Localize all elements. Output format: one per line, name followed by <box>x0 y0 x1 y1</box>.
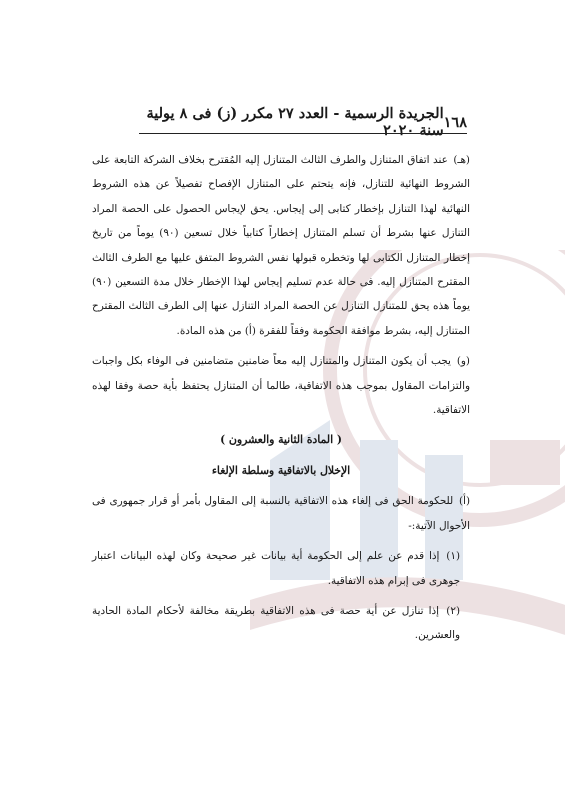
paragraph-h-text: عند اتفاق المتنازل والطرف الثالث المتنازل إليه المُقترح بخلاف الشركة التابعة على الشروط النهائية للتنازل، فإنه يتحتم على المتنازل الإفصاح تفصيلاً عن هذه الشروط النهائية لهذا التنازل بإخطار كتابى إلى إيجاس. يحق لإيجاس الحصول على الحصة المراد التنازل عنها بشرط أن تسلم المتنازل إخطاراً كتابياً خلال تسعين (٩٠) يوماً من تاريخ إخطار المتنازل الكتابى لها وتخطره قبولها نفس الشروط المتفق عليها مع الطرف الثالث المقترح المتنازل إليه. فى حالة عدم تسليم إيجاس لهذا الإخطار خلال مدة التسعين (٩٠) يوماً هذه يحق للمتنازل التنازل عن الحصة المراد التنازل عنها إلى الطرف الثالث المقترح المتنازل إليه، بشرط موافقة الحكومة وفقاً للفقرة (أ) من هذه المادة. <box>92 154 470 337</box>
article-number: ( المادة الثانية والعشرون ) <box>220 433 342 447</box>
clause-a-item-2-text: إذا تنازل عن أية حصة فى هذه الاتفاقية بطريقة مخالفة لأحكام المادة الحادية والعشرين. <box>92 604 460 642</box>
clause-a <box>92 489 470 538</box>
header-divider <box>139 133 467 134</box>
clause-a-item-1-label: (١) <box>446 550 461 563</box>
paragraph-h <box>92 148 470 343</box>
paragraph-w-text: يجب أن يكون المتنازل والمتنازل إليه معاً ضامنين متضامنين فى الوفاء بكل واجبات والتزامات المقاول بموجب هذه الاتفاقية، طالما أن المتنازل يحتفظ بأية حصة وفقا لهذه الاتفاقية. <box>92 355 470 417</box>
page-header <box>142 105 467 139</box>
paragraph-w-label: (و) <box>456 355 470 368</box>
clause-a-item-2 <box>92 599 470 648</box>
gazette-title: الجريدة الرسمية - العدد ٢٧ مكرر (ز) فى ٨ يولية سنة ٢٠٢٠ <box>146 105 444 139</box>
document-body <box>92 148 470 654</box>
clause-a-label: (أ) <box>459 495 470 508</box>
article-title: الإخلال بالاتفاقية وسلطة الإلغاء <box>211 463 351 477</box>
clause-a-item-2-label: (٢) <box>446 604 460 617</box>
paragraph-h-label: (هـ) <box>453 154 470 166</box>
paragraph-w <box>92 349 470 422</box>
clause-a-item-1 <box>92 544 470 593</box>
clause-a-text: للحكومة الحق فى إلغاء هذه الاتفاقية بالنسبة إلى المقاول بأمر أو قرار جمهورى فى الأحوال الآتية:- <box>92 495 470 532</box>
clause-a-item-1-text: إذا قدم عن علم إلى الحكومة أية بيانات غير صحيحة وكان لهذه البيانات اعتبار جوهرى فى إبرام هذه الاتفاقية. <box>92 550 460 587</box>
page-number: ١٦٨ <box>443 113 467 131</box>
